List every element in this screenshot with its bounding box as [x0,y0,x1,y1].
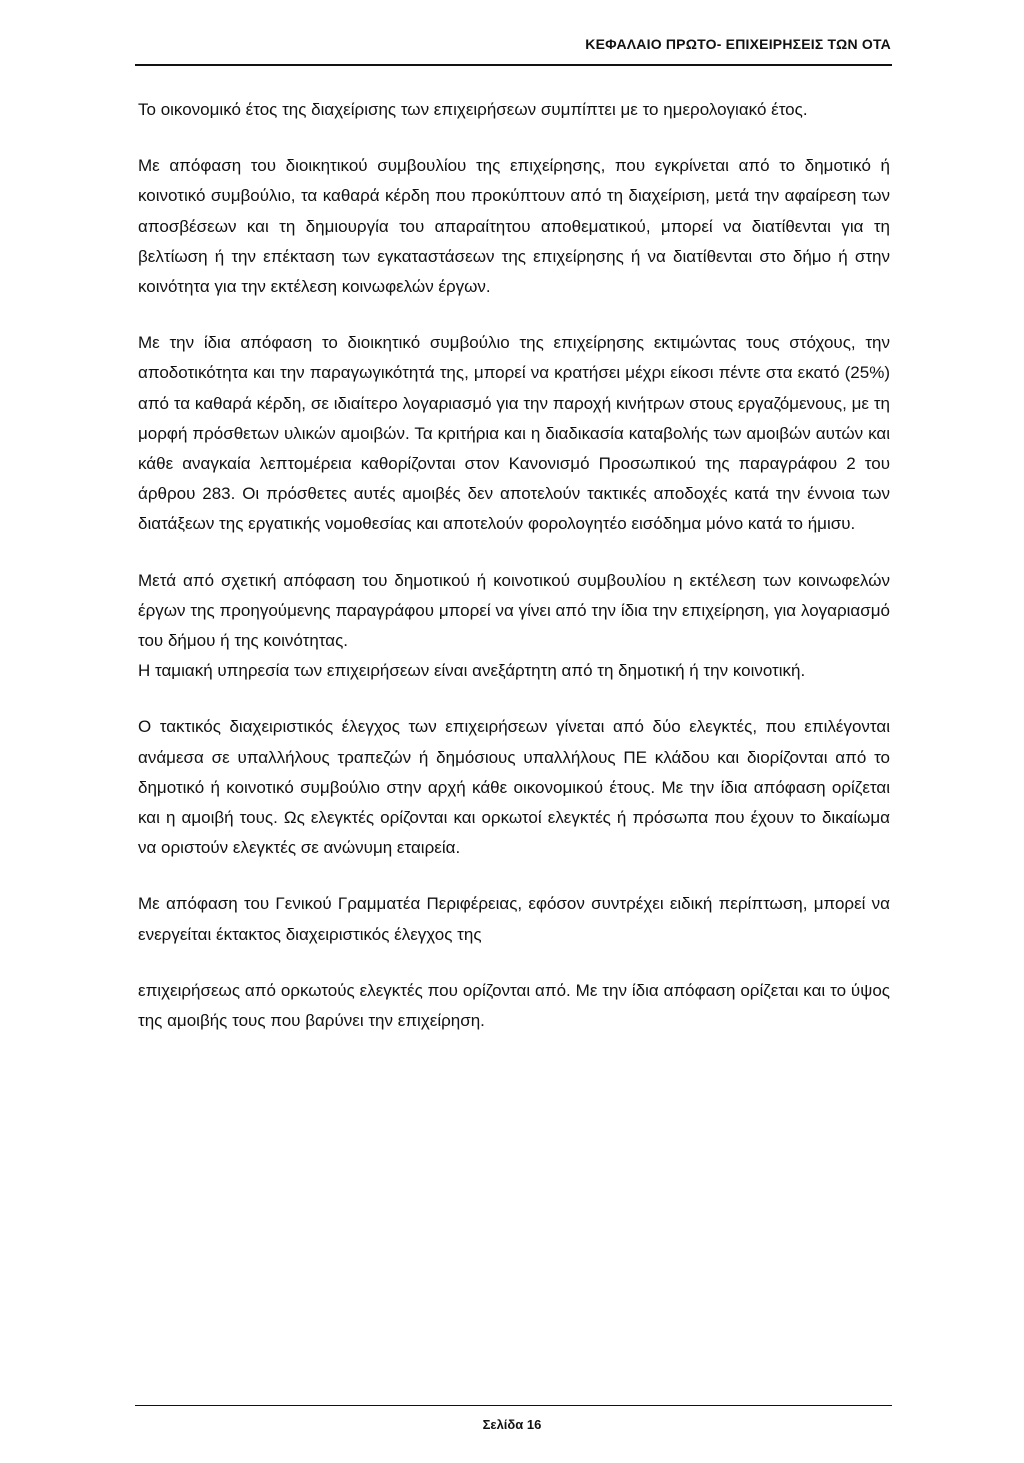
paragraph-extraordinary-audit-cont: επιχειρήσεως από ορκωτούς ελεγκτές που ορίζονται από. Με την ίδια απόφαση ορίζεται και το ύψος της αμοιβής τους που βαρύνει την επιχείρηση. [138,980,890,1031]
paragraph-public-works: Μετά από σχετική απόφαση του δημοτικού ή κοινοτικού συμβουλίου η εκτέλεση των κοινωφελών έργων της προηγούμενης παραγράφου μπορεί να γίνει από την ίδια την επιχείρηση, για λογαριασμό του δήμου ή της κοινότητας. [138,570,890,651]
paragraph-treasury: Η ταμιακή υπηρεσία των επιχειρήσεων είναι ανεξάρτητη από τη δημοτική ή την κοινοτική. [138,661,806,681]
footer-rule [135,1405,892,1406]
paragraph-fiscal-year: Το οικονομικό έτος της διαχείρισης των επιχειρήσεων συμπίπτει με το ημερολογιακό έτος. [138,100,808,119]
page-number: Σελίδα 16 [482,1417,542,1432]
running-header: ΚΕΦΑΛΑΙΟ ΠΡΩΤΟ- ΕΠΙΧΕΙΡΗΣΕΙΣ ΤΩΝ ΟΤΑ [585,36,891,52]
paragraph-employee-incentives: Με την ίδια απόφαση το διοικητικό συμβούλιο της επιχείρησης εκτιμώντας τους στόχους, την αποδοτικότητα και την παραγωγικότητά της, μπορεί να κρατήσει μέχρι είκοσι πέντε στα εκατό (25%) από τα καθαρά κέρδη, σε ιδιαίτερο λογαριασμό για την παροχή κινήτρων στους εργαζόμενους, με τη μορφή πρόσθετων υλικών αμοιβών. Τα κριτήρια και η διαδικασία καταβολής των αμοιβών αυτών και κάθε αναγκαία λεπτομέρεια καθορίζονται στον Κανονισμό Προσωπικού της παραγράφου 2 του άρθρου 283. Οι πρόσθετες αυτές αμοιβές δεν αποτελούν τακτικές αποδοχές κατά την έννοια των διατάξεων της εργατικής νομοθεσίας και αποτελούν φορολογητέο εισόδημα μόνο κατά το ήμισυ. [138,333,890,534]
body-text [138,95,890,1036]
header-rule [135,64,892,66]
paragraph-net-profits: Με απόφαση του διοικητικού συμβουλίου της επιχείρησης, που εγκρίνεται από το δημοτικό ή κοινοτικό συμβούλιο, τα καθαρά κέρδη που προκύπτουν από τη διαχείριση, μετά την αφαίρεση των αποσβέσεων και τη δημιουργία του απαραίτητου αποθεματικού, μπορεί να διατίθενται για τη βελτίωση ή την επέκταση των εγκαταστάσεων της επιχείρησης ή να διατίθενται στο δήμο ή στην κοινότητα για την εκτέλεση κοινωφελών έργων. [138,156,890,297]
paragraph-extraordinary-audit: Με απόφαση του Γενικού Γραμματέα Περιφέρειας, εφόσον συντρέχει ειδική περίπτωση, μπορεί να ενεργείται έκτακτος διαχειριστικός έλεγχος της [138,894,890,944]
paragraph-audit: Ο τακτικός διαχειριστικός έλεγχος των επιχειρήσεων γίνεται από δύο ελεγκτές, που επιλέγονται ανάμεσα σε υπαλλήλους τραπεζών ή δημόσιους υπαλλήλους ΠΕ κλάδου και διορίζονται από το δημοτικό ή κοινοτικό συμβούλιο στην αρχή κάθε οικονομικού έτους. Με την ίδια απόφαση ορίζεται και η αμοιβή τους. Ως ελεγκτές ορίζονται και ορκωτοί ελεγκτές ή πρόσωπα που έχουν το δικαίωμα να οριστούν ελεγκτές σε ανώνυμη εταιρεία. [138,717,890,858]
